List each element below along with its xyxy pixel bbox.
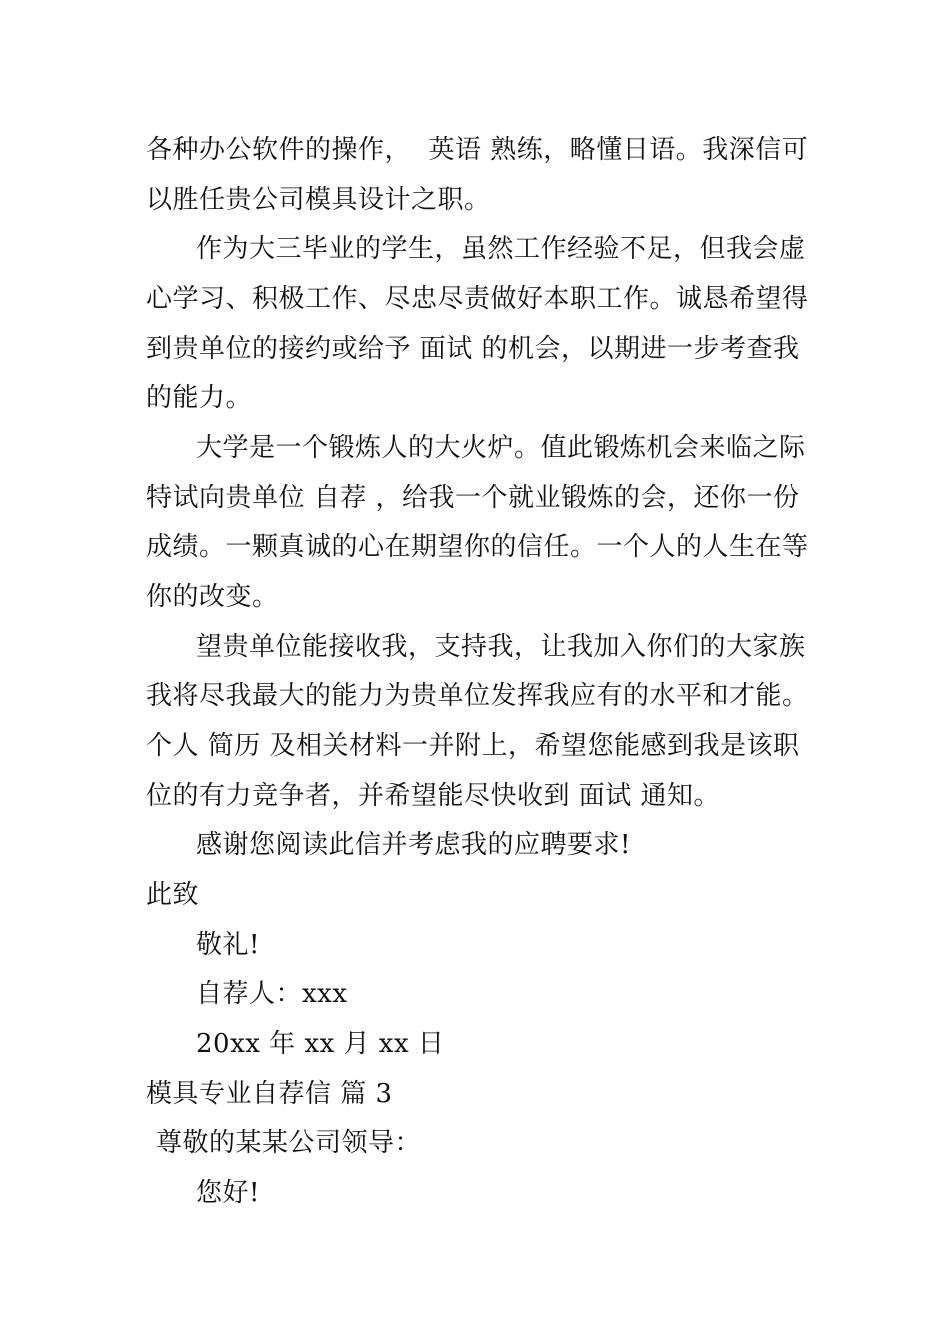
paragraph-2-line-4: 的能力。 bbox=[146, 383, 253, 413]
paragraph-2-line-1: 作为大三毕业的学生，虽然工作经验不足，但我会虚 bbox=[196, 234, 806, 264]
paragraph-3-line-2: 特试向贵单位 自荐 ，给我一个就业锻炼的会，还你一份 bbox=[146, 483, 800, 513]
paragraph-1-line-1: 各种办公软件的操作， 英语 熟练，略懂日语。我深信可 bbox=[146, 135, 809, 165]
thanks-line: 感谢您阅读此信并考虑我的应聘要求! bbox=[196, 830, 631, 860]
paragraph-1-line-2: 以胜任贵公司模具设计之职。 bbox=[146, 185, 491, 215]
hello-line: 您好! bbox=[196, 1178, 260, 1208]
paragraph-4-line-2: 我将尽我最大的能力为贵单位发挥我应有的水平和才能。 bbox=[146, 681, 809, 711]
date-line: 20xx 年 xx 月 xx 日 bbox=[196, 1029, 445, 1059]
paragraph-4-line-1: 望贵单位能接收我，支持我，让我加入你们的大家族 bbox=[196, 632, 806, 662]
paragraph-3-line-4: 你的改变。 bbox=[146, 582, 279, 612]
paragraph-2-line-3: 到贵单位的接约或给予 面试 的机会，以期进一步考查我 bbox=[146, 334, 800, 364]
paragraph-2-line-2: 心学习、积极工作、尽忠尽责做好本职工作。诚恳希望得 bbox=[146, 284, 809, 314]
paragraph-3-line-1: 大学是一个锻炼人的大火炉。值此锻炼机会来临之际 bbox=[196, 433, 806, 463]
signer-line: 自荐人：xxx bbox=[196, 979, 348, 1009]
paragraph-3-line-3: 成绩。一颗真诚的心在期望你的信任。一个人的人生在等 bbox=[146, 532, 809, 562]
greeting-line: 尊敬的某某公司领导： bbox=[156, 1128, 422, 1158]
salute-line: 敬礼! bbox=[196, 930, 260, 960]
closing-line: 此致 bbox=[146, 880, 200, 910]
section-title: 模具专业自荐信 篇 3 bbox=[146, 1079, 393, 1109]
paragraph-4-line-4: 位的有力竞争者，并希望能尽快收到 面试 通知。 bbox=[146, 781, 721, 811]
paragraph-4-line-3: 个人 简历 及相关材料一并附上，希望您能感到我是该职 bbox=[146, 731, 800, 761]
